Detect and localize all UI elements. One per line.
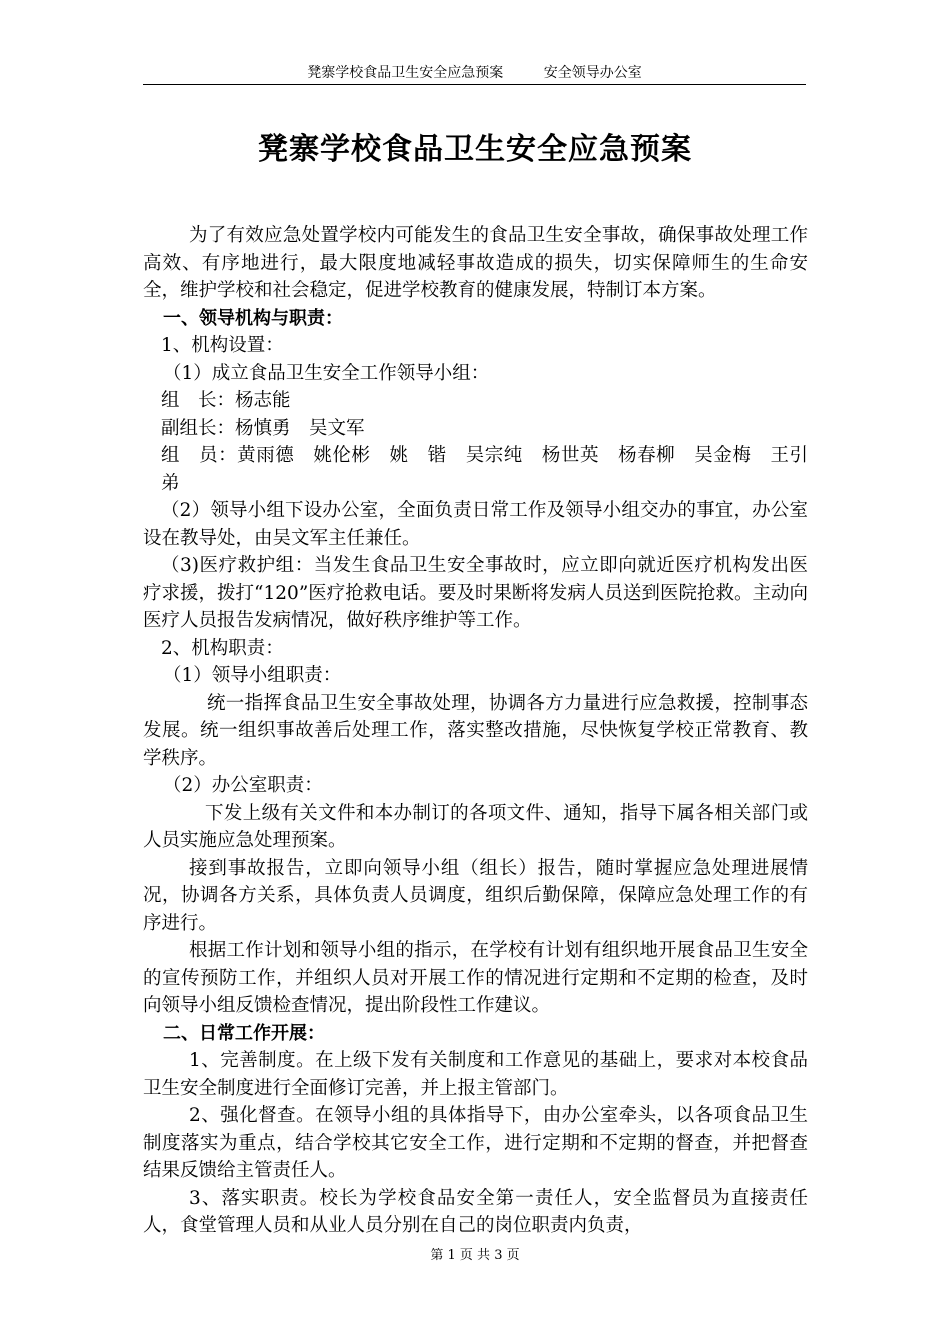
subheading-org-setup: 1、机构设置：	[161, 335, 284, 356]
page-footer: 第 1 页 共 3 页	[430, 1248, 520, 1263]
item-leading-group: （1）成立食品卫生安全工作领导小组：	[163, 362, 490, 384]
subheading-duties: 2、机构职责：	[161, 637, 284, 659]
item-office: （2）领导小组下设办公室，全面负责日常工作及领导小组交办的事宜，办公室设在教导处，由吴文军主任兼任。	[143, 500, 808, 549]
daily-work-3: 3、落实职责。校长为学校食品安全第一责任人，安全监督员为直接责任人，食堂管理人员和从业人员分别在自己的岗位职责内负责，	[143, 1187, 808, 1236]
item-group-duties: （1）领导小组职责：	[163, 665, 342, 686]
header-office: 安全领导办公室	[543, 65, 642, 81]
item-medical-team: （3)医疗救护组：当发生食品卫生安全事故时，应立即向就近医疗机构发出医疗求援，拨打“120”医疗抢救电话。要及时果断将发病人员送到医院抢救。主动向医疗人员报告发病情况，做好秩序维护等工作。	[143, 555, 808, 631]
office-duties-text-2: 接到事故报告，立即向领导小组（组长）报告，随时掌握应急处理进展情况，协调各方关系，具体负责人员调度，组织后勤保障，保障应急处理工作的有序进行。	[143, 857, 808, 934]
page-header	[143, 62, 806, 85]
section-heading-1: 一、领导机构与职责：	[163, 307, 343, 329]
office-duties-text-1: 下发上级有关文件和本办制订的各项文件、通知，指导下属各相关部门或人员实施应急处理预案。	[143, 802, 808, 851]
item-office-duties: （2）办公室职责：	[163, 775, 323, 796]
daily-work-2: 2、强化督查。在领导小组的具体指导下，由办公室牵头，以各项食品卫生制度落实为重点，结合学校其它安全工作，进行定期和不定期的督查，并把督查结果反馈给主管责任人。	[143, 1105, 808, 1181]
document-title: 凳寨学校食品卫生安全应急预案	[258, 132, 692, 167]
team-deputy: 副组长：杨慎勇 吴文军	[161, 417, 365, 439]
daily-work-1: 1、完善制度。在上级下发有关制度和工作意见的基础上，要求对本校食品卫生安全制度进行全面修订完善，并上报主管部门。	[143, 1050, 808, 1099]
document-body	[143, 222, 808, 1240]
office-duties-text-3: 根据工作计划和领导小组的指示，在学校有计划有组织地开展食品卫生安全的宣传预防工作，并组织人员对开展工作的情况进行定期和不定期的检查，及时向领导小组反馈检查情况，提出阶段性工作建议。	[143, 940, 808, 1016]
header-doc-name: 凳寨学校食品卫生安全应急预案	[307, 65, 504, 81]
section-heading-2: 二、日常工作开展：	[163, 1022, 325, 1044]
team-members: 组 员：黄雨德 姚伦彬 姚 锴 吴宗纯 杨世英 杨春柳 吴金梅 王引弟	[161, 445, 808, 494]
intro-paragraph: 为了有效应急处置学校内可能发生的食品卫生安全事故，确保事故处理工作高效、有序地进行，最大限度地减轻事故造成的损失，切实保障师生的生命安全，维护学校和社会稳定，促进学校教育的健康发展，特制订本方案。	[143, 225, 808, 301]
team-leader: 组 长：杨志能	[161, 390, 291, 411]
group-duties-text: 统一指挥食品卫生安全事故处理，协调各方力量进行应急救援，控制事态发展。统一组织事故善后处理工作，落实整改措施，尽快恢复学校正常教育、教学秩序。	[143, 692, 808, 769]
